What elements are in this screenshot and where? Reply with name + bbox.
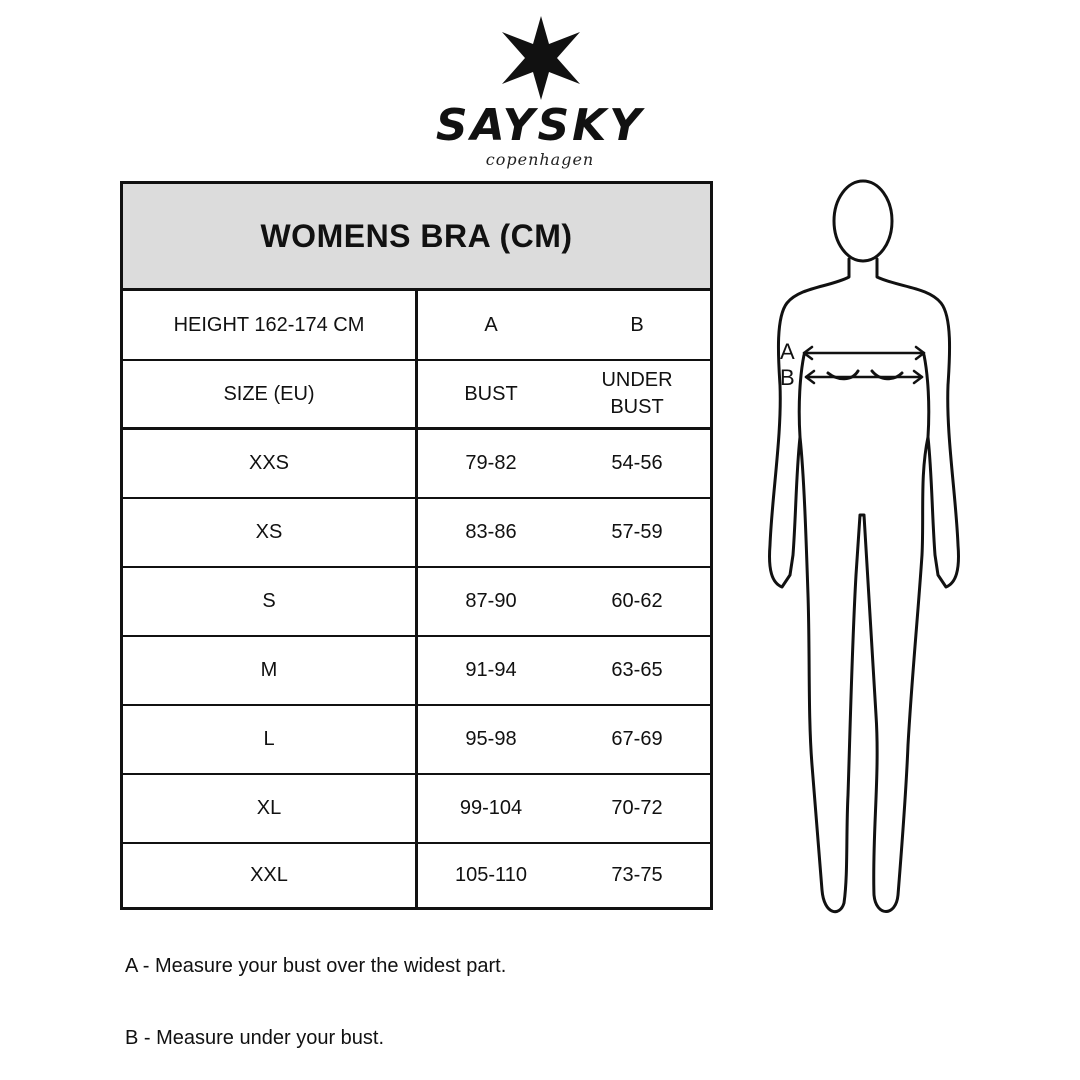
size-chart-table <box>120 181 713 910</box>
table-row <box>123 568 710 635</box>
bust-cell: 91-94 <box>465 659 517 681</box>
table-row <box>123 844 710 907</box>
bust-cell: 83-86 <box>465 521 517 543</box>
column-a-header: A <box>484 313 498 336</box>
size-eu-header: SIZE (EU) <box>123 361 418 427</box>
table-title: WOMENS BRA (CM) <box>123 184 710 291</box>
table-row <box>123 499 710 566</box>
table-row <box>123 637 710 704</box>
note-b: B - Measure under your bust. <box>125 1027 385 1049</box>
table-row <box>123 706 710 773</box>
brand-name: SAYSKY <box>435 100 645 151</box>
under-bust-cell: 57-59 <box>611 521 663 543</box>
header-row-height <box>123 291 710 359</box>
size-cell: XXL <box>123 844 418 907</box>
under-bust-header <box>564 361 710 427</box>
body-measurement-figure <box>760 175 980 930</box>
under-bust-cell: 60-62 <box>611 590 663 612</box>
bust-cell: 87-90 <box>465 590 517 612</box>
body-silhouette <box>770 259 959 912</box>
bust-cell: 79-82 <box>465 452 517 474</box>
under-bust-cell: 67-69 <box>611 728 663 750</box>
table-row <box>123 775 710 842</box>
head-outline <box>834 181 892 261</box>
size-cell: XL <box>123 775 418 842</box>
bust-cell: 99-104 <box>459 797 523 819</box>
under-bust-cell: 63-65 <box>611 659 663 681</box>
under-bust-cell: 73-75 <box>611 864 663 886</box>
size-cell: XXS <box>123 430 418 497</box>
header-row-labels <box>123 361 710 427</box>
under-bust-cell: 70-72 <box>611 797 663 819</box>
brand-tagline: copenhagen <box>485 150 595 169</box>
under-bust-line-2: BUST <box>610 396 664 418</box>
height-range-header: HEIGHT 162-174 CM <box>123 291 418 359</box>
star-logo-icon <box>494 16 588 100</box>
under-bust-line-1: UNDER <box>601 369 673 391</box>
note-a: A - Measure your bust over the widest part. <box>125 955 507 977</box>
column-b-header: B <box>630 313 644 336</box>
size-cell: S <box>123 568 418 635</box>
bust-cell: 105-110 <box>455 864 527 886</box>
bust-cell: 95-98 <box>465 728 517 750</box>
marker-a: A <box>780 339 795 364</box>
size-cell: XS <box>123 499 418 566</box>
marker-b: B <box>780 365 795 390</box>
under-bust-cell: 54-56 <box>611 452 663 474</box>
bust-header: BUST <box>464 382 518 405</box>
table-row <box>123 430 710 497</box>
size-cell: M <box>123 637 418 704</box>
size-cell: L <box>123 706 418 773</box>
brand-logo <box>0 0 1080 180</box>
